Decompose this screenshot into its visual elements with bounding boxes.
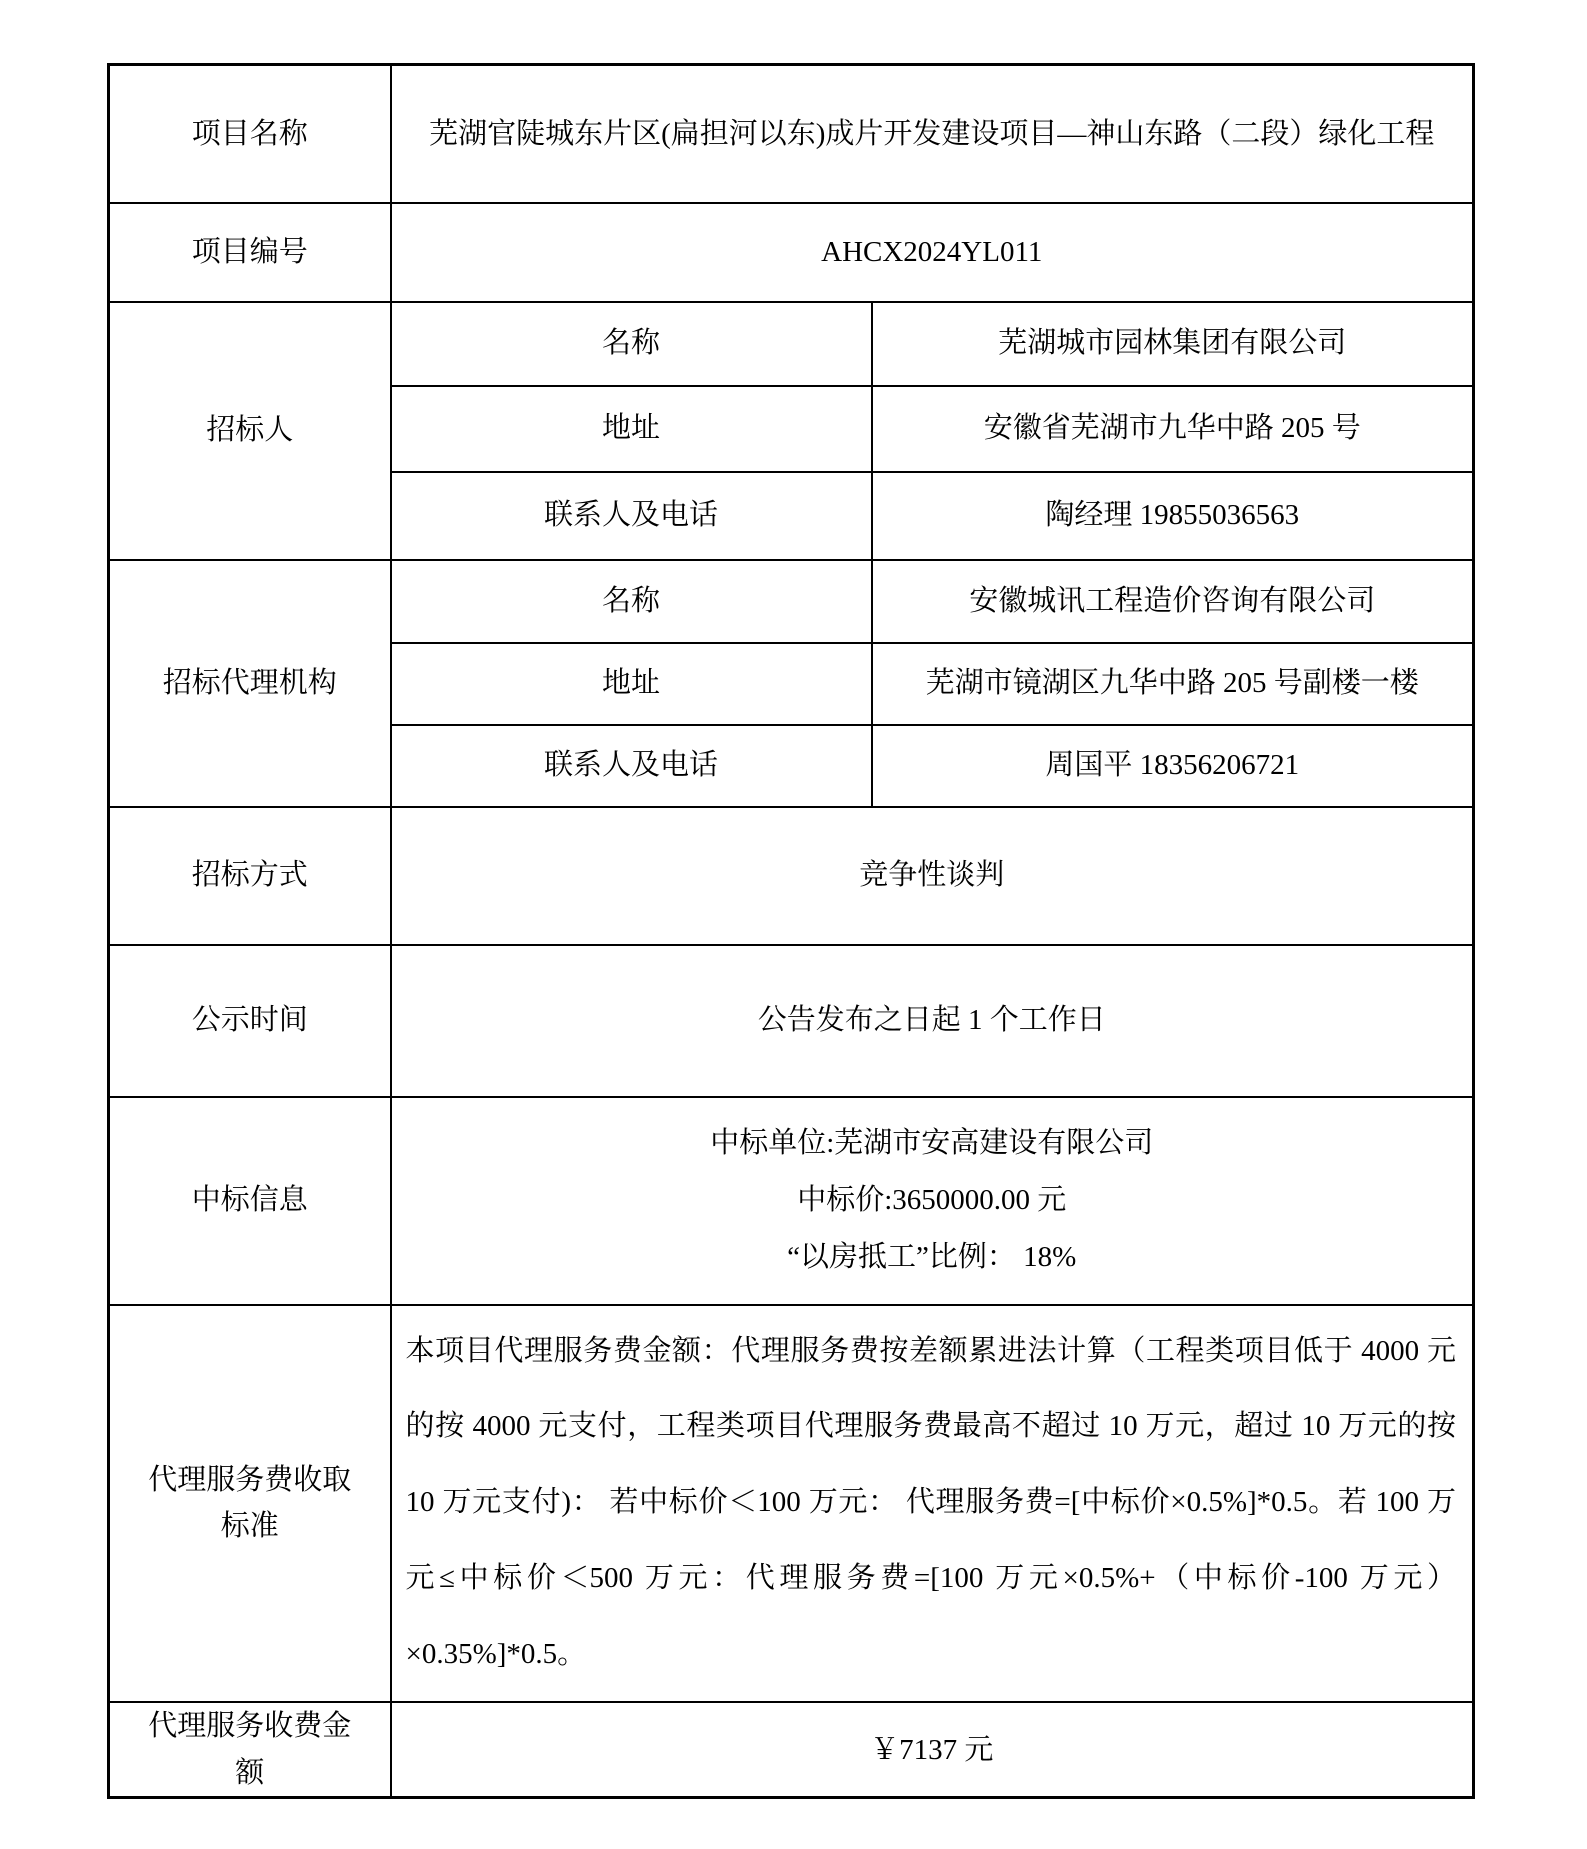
agency-fee-standard-label: 代理服务费收取标准 <box>109 1305 391 1703</box>
agency-name-key: 名称 <box>391 560 872 643</box>
table-row-project-name <box>109 65 1474 203</box>
award-ratio-line: “以房抵工”比例： 18% <box>787 1241 1077 1274</box>
table-row-project-code <box>109 203 1474 302</box>
agency-contact-key: 联系人及电话 <box>391 725 872 807</box>
table-row-award-info <box>109 1097 1474 1305</box>
agency-label: 招标代理机构 <box>109 560 391 807</box>
agency-fee-amount-value: ￥7137 元 <box>391 1702 1474 1797</box>
tenderer-name-value: 芜湖城市园林集团有限公司 <box>872 302 1474 386</box>
award-info-label: 中标信息 <box>109 1097 391 1305</box>
tenderer-address-value: 安徽省芜湖市九华中路 205 号 <box>872 386 1474 472</box>
tenderer-contact-value: 陶经理 19855036563 <box>872 472 1474 560</box>
project-code-value: AHCX2024YL011 <box>391 203 1474 302</box>
award-winner-line: 中标单位:芜湖市安高建设有限公司 <box>710 1126 1154 1159</box>
project-name-value: 芜湖官陡城东片区(扁担河以东)成片开发建设项目—神山东路（二段）绿化工程 <box>391 65 1474 203</box>
tenderer-name-key: 名称 <box>391 302 872 386</box>
publicity-period-label: 公示时间 <box>109 945 391 1097</box>
agency-address-value: 芜湖市镜湖区九华中路 205 号副楼一楼 <box>872 643 1474 725</box>
award-price-line: 中标价:3650000.00 元 <box>797 1183 1067 1216</box>
table-row-agency-fee-standard <box>109 1305 1474 1703</box>
tender-result-table <box>107 63 1475 1799</box>
tenderer-address-key: 地址 <box>391 386 872 472</box>
publicity-period-value: 公告发布之日起 1 个工作日 <box>391 945 1474 1097</box>
table-row-tender-method <box>109 807 1474 945</box>
table-row-agency-fee-amount <box>109 1702 1474 1797</box>
agency-name-value: 安徽城讯工程造价咨询有限公司 <box>872 560 1474 643</box>
agency-address-key: 地址 <box>391 643 872 725</box>
table-row-publicity-period <box>109 945 1474 1097</box>
agency-fee-amount-label: 代理服务收费金额 <box>109 1702 391 1797</box>
tender-method-label: 招标方式 <box>109 807 391 945</box>
agency-fee-standard-value: 本项目代理服务费金额：代理服务费按差额累进法计算（工程类项目低于 4000 元的按 4000 元支付，工程类项目代理服务费最高不超过 10 万元，超过 10 万元的按 10 万元支付)： 若中标价＜100 万元： 代理服务费=[中标价×0.5%]*0.5。若 100 万元≤中标价＜500 万元：代理服务费=[100 万元×0.5%+（中标价-100 万元）×0.35%]*0.5。 <box>391 1305 1474 1703</box>
tender-method-value: 竞争性谈判 <box>391 807 1474 945</box>
project-name-label: 项目名称 <box>109 65 391 203</box>
table-row-tenderer-name <box>109 302 1474 386</box>
tenderer-contact-key: 联系人及电话 <box>391 472 872 560</box>
agency-contact-value: 周国平 18356206721 <box>872 725 1474 807</box>
table-row-agency-name <box>109 560 1474 643</box>
award-info-value <box>391 1097 1474 1305</box>
tenderer-label: 招标人 <box>109 302 391 560</box>
project-code-label: 项目编号 <box>109 203 391 302</box>
